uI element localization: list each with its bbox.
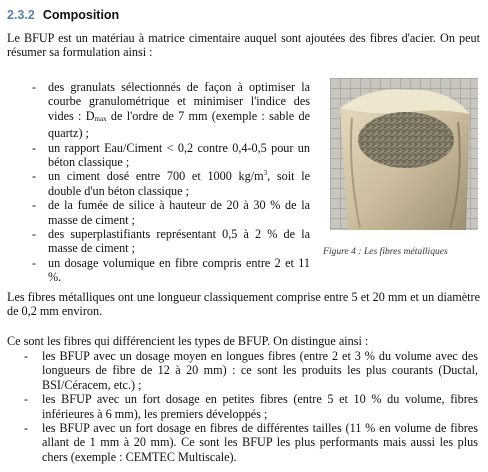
list-item: - un dosage volumique en fibre compris entre 2 et 11 %.: [33, 256, 310, 285]
list-item: - les BFUP avec un dosage moyen en longues fibres (entre 2 et 3 % du volume avec des longueurs de fibre de 12 à 20 mm) : ce sont les produits les plus courants (Ductal, BSI/Céracem, etc.) ;: [24, 349, 478, 392]
fibre-dimensions-paragraph: Les fibres métalliques ont une longueur classiquement comprise entre 5 et 20 mm et un diamètre de 0,2 mm environ.: [7, 290, 480, 319]
figure-caption: Figure 4 : Les fibres métalliques: [323, 246, 448, 257]
list-item: - des granulats sélectionnés de façon à optimiser la courbe granulométrique et minimiser l'indice des vides : $D_{max}$ de l'ordre de 7 mm (exemple : sable de quartz) ;: [33, 80, 310, 141]
intro-paragraph: Le BFUP est un matériau à matrice cimentaire auquel sont ajoutées des fibres d'acier. On peut résumer sa formulation ainsi :: [7, 31, 480, 60]
section-title: Composition: [42, 8, 120, 22]
fibres-photo: [330, 78, 478, 230]
list-item: - des superplastifiants représentant 0,5 à 2 % de la masse de ciment ;: [33, 227, 310, 256]
types-intro-paragraph: Ce sont les fibres qui différencient les types de BFUP. On distingue ainsi :: [7, 334, 369, 348]
list-item: - les BFUP avec un fort dosage en fibres de différentes tailles (11 % en volume de fibres allant de 1 mm à 20 mm). Ce sont les BFUP les plus performants mais aussi les plus chers (exemple : CEMTEC Multiscale).: [24, 421, 478, 464]
section-number: 2.3.2: [7, 8, 35, 22]
list-item: - un ciment dosé entre 700 et 1000 $kg/m^3$, soit le double d'un béton classique ;: [33, 169, 310, 198]
fibres-bag-illustration: [330, 78, 478, 230]
bfup-types-list: [24, 349, 478, 464]
list-item: - un rapport Eau/Ciment < 0,2 contre 0,4-0,5 pour un béton classique ;: [33, 141, 310, 170]
formulation-list: [33, 80, 310, 285]
section-heading: [7, 8, 119, 22]
list-item: - les BFUP avec un fort dosage en petites fibres (entre 5 et 10 % du volume, fibres inférieures à 6 mm), les premiers développés ;: [24, 392, 478, 421]
list-item: - de la fumée de silice à hauteur de 20 à 30 % de la masse de ciment ;: [33, 198, 310, 227]
